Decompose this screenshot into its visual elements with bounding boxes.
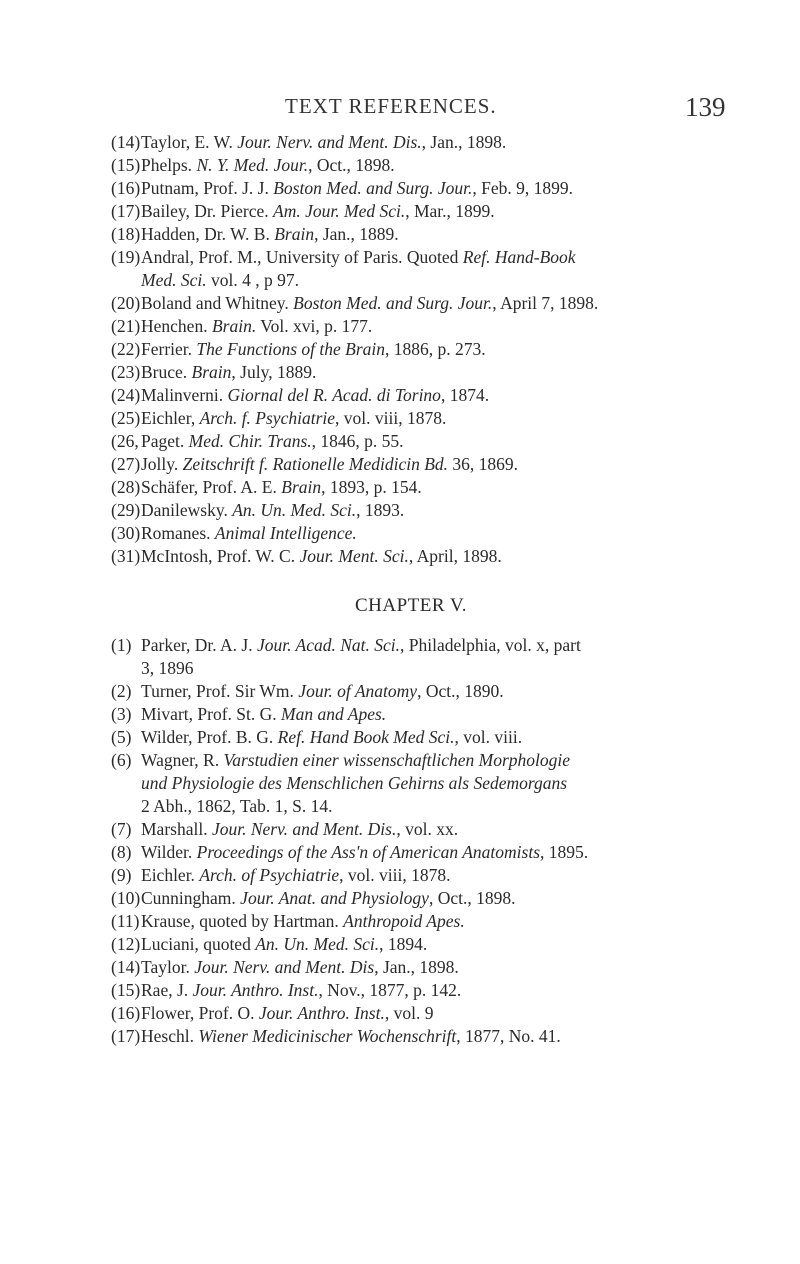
plain-text: Jolly. (141, 454, 183, 474)
reference-entry (111, 131, 771, 154)
reference-section-1 (111, 131, 771, 568)
plain-text: , Feb. 9, 1899. (472, 178, 573, 198)
reference-line (141, 499, 771, 522)
plain-text: Henchen. (141, 316, 212, 336)
plain-text: Phelps. (141, 155, 197, 175)
reference-entry (111, 200, 771, 223)
reference-line (141, 338, 771, 361)
plain-text: Parker, Dr. A. J. (141, 635, 257, 655)
plain-text: , April 7, 1898. (492, 293, 599, 313)
italic-title: Jour. Anthro. Inst. (258, 1003, 385, 1023)
italic-title: Giornal del R. Acad. di Torino (227, 385, 441, 405)
italic-title: Varstudien einer wissenschaftlichen Morphologie (223, 750, 571, 770)
reference-list (111, 131, 771, 1048)
plain-text: , July, 1889. (231, 362, 317, 382)
reference-number: (5) (111, 727, 132, 747)
italic-title: Jour. Anat. and Physiology (240, 888, 429, 908)
reference-line (141, 979, 771, 1002)
plain-text: , Oct., 1898. (308, 155, 395, 175)
reference-entry (111, 476, 771, 499)
italic-title: Arch. of Psychiatrie (199, 865, 340, 885)
italic-title: Wiener Medicinischer Wochenschrift (198, 1026, 457, 1046)
plain-text: vol. 4 , p 97. (206, 270, 299, 290)
italic-title: Jour. Nerv. and Ment. Dis. (211, 819, 397, 839)
italic-title: Ref. Hand-Book (462, 247, 576, 267)
plain-text: Eichler. (141, 865, 200, 885)
reference-number: (6) (111, 750, 132, 770)
italic-title: Med. Chir. Trans. (188, 431, 312, 451)
reference-line (141, 430, 771, 453)
reference-line (141, 910, 771, 933)
reference-line (141, 933, 771, 956)
reference-number: (17) (111, 201, 141, 221)
plain-text: Taylor, E. W. (141, 132, 238, 152)
italic-title: Am. Jour. Med Sci. (273, 201, 406, 221)
reference-line (141, 177, 771, 200)
reference-number: (31) (111, 546, 141, 566)
reference-entry (111, 315, 771, 338)
plain-text: , Oct., 1890. (417, 681, 504, 701)
italic-title: Man and Apes. (281, 704, 387, 724)
reference-line (141, 361, 771, 384)
reference-number: (16) (111, 1003, 141, 1023)
reference-entry (111, 384, 771, 407)
plain-text: Schäfer, Prof. A. E. (141, 477, 282, 497)
italic-title: Brain (191, 362, 232, 382)
italic-title: N. Y. Med. Jour. (196, 155, 309, 175)
italic-title: Brain. (211, 316, 257, 336)
reference-text (141, 749, 771, 818)
italic-title: An. Un. Med. Sci. (255, 934, 380, 954)
reference-line (141, 522, 771, 545)
reference-entry (111, 430, 771, 453)
plain-text: , April, 1898. (408, 546, 502, 566)
reference-entry (111, 338, 771, 361)
reference-text (141, 246, 771, 292)
plain-text: , Jan., 1889. (314, 224, 399, 244)
reference-entry (111, 499, 771, 522)
reference-line (141, 841, 771, 864)
plain-text: Bruce. (141, 362, 192, 382)
plain-text: , 1895. (540, 842, 589, 862)
reference-entry (111, 979, 771, 1002)
plain-text: , vol. viii, 1878. (339, 865, 451, 885)
reference-line (141, 292, 771, 315)
plain-text: Danilewsky. (141, 500, 233, 520)
plain-text: Bailey, Dr. Pierce. (141, 201, 274, 221)
reference-entry (111, 177, 771, 200)
plain-text: , Jan., 1898. (374, 957, 459, 977)
reference-entry (111, 864, 771, 887)
plain-text: Boland and Whitney. (141, 293, 294, 313)
plain-text: , Oct., 1898. (428, 888, 516, 908)
italic-title: Jour. Nerv. and Ment. Dis. (237, 132, 422, 152)
plain-text: , 1877, No. 41. (456, 1026, 561, 1046)
reference-line (141, 545, 771, 568)
plain-text: Luciani, quoted (141, 934, 256, 954)
reference-entry (111, 1025, 771, 1048)
reference-text (141, 956, 771, 979)
reference-line (141, 246, 771, 269)
plain-text: , 1874. (440, 385, 490, 405)
plain-text: 36, 1869. (448, 454, 519, 474)
reference-text (141, 703, 771, 726)
reference-number: (21) (111, 316, 141, 336)
reference-text (141, 910, 771, 933)
reference-entry (111, 1002, 771, 1025)
reference-line (141, 864, 771, 887)
reference-text (141, 726, 771, 749)
reference-section-2 (111, 634, 771, 1048)
reference-entry (111, 841, 771, 864)
plain-text: , vol. 9 (384, 1003, 434, 1023)
plain-text: McIntosh, Prof. W. C. (141, 546, 300, 566)
plain-text: , vol. viii, 1878. (335, 408, 447, 428)
plain-text: Hadden, Dr. W. B. (141, 224, 275, 244)
italic-title: Jour. Acad. Nat. Sci. (256, 635, 401, 655)
reference-line (141, 818, 771, 841)
reference-line (141, 315, 771, 338)
reference-line (141, 1025, 771, 1048)
plain-text: , 1846, p. 55. (311, 431, 404, 451)
reference-line (141, 1002, 771, 1025)
reference-text (141, 223, 771, 246)
reference-text (141, 841, 771, 864)
reference-text (141, 407, 771, 430)
plain-text: Rae, J. (141, 980, 193, 1000)
reference-entry (111, 703, 771, 726)
reference-entry (111, 407, 771, 430)
reference-line (141, 384, 771, 407)
reference-text (141, 933, 771, 956)
italic-title: Boston Med. and Surg. Jour. (293, 293, 493, 313)
reference-line (141, 476, 771, 499)
plain-text: Heschl. (141, 1026, 199, 1046)
reference-entry (111, 223, 771, 246)
reference-line (141, 223, 771, 246)
reference-number: (23) (111, 362, 141, 382)
plain-text: , 1894. (379, 934, 428, 954)
reference-number: (14) (111, 132, 141, 152)
plain-text: Marshall. (141, 819, 212, 839)
italic-title: Jour. of Anatomy (298, 681, 418, 701)
reference-number: (15) (111, 155, 141, 175)
reference-entry (111, 818, 771, 841)
reference-line (141, 154, 771, 177)
reference-number: (19) (111, 247, 141, 267)
reference-line (141, 453, 771, 476)
reference-number: (26, (111, 431, 139, 451)
italic-title: An. Un. Med. Sci. (232, 500, 357, 520)
reference-entry (111, 246, 771, 292)
reference-number: (17) (111, 1026, 141, 1046)
plain-text: Wagner, R. (141, 750, 224, 770)
reference-text (141, 499, 771, 522)
reference-text (141, 177, 771, 200)
reference-number: (27) (111, 454, 141, 474)
plain-text: Putnam, Prof. J. J. (141, 178, 274, 198)
reference-text (141, 292, 771, 315)
plain-text: , 1893, p. 154. (321, 477, 422, 497)
reference-number: (24) (111, 385, 141, 405)
reference-entry (111, 749, 771, 818)
reference-line (141, 200, 771, 223)
chapter-heading: CHAPTER V. (355, 595, 467, 616)
reference-number: (9) (111, 865, 132, 885)
plain-text: , Nov., 1877, p. 142. (318, 980, 462, 1000)
plain-text: Eichler, (141, 408, 200, 428)
plain-text: Andral, Prof. M., University of Paris. Quoted (141, 247, 463, 267)
italic-title: Proceedings of the Ass'n of American Anatomists (196, 842, 541, 862)
reference-line (141, 887, 771, 910)
reference-line (141, 703, 771, 726)
italic-title: und Physiologie des Menschlichen Gehirns als Sedemorgans (141, 773, 568, 793)
reference-text (141, 430, 771, 453)
reference-text (141, 384, 771, 407)
reference-entry (111, 545, 771, 568)
plain-text: Wilder. (141, 842, 197, 862)
reference-line (141, 956, 771, 979)
reference-number: (2) (111, 681, 132, 701)
reference-number: (14) (111, 957, 141, 977)
reference-number: (7) (111, 819, 132, 839)
reference-number: (29) (111, 500, 141, 520)
reference-number: (18) (111, 224, 141, 244)
reference-text (141, 476, 771, 499)
reference-number: (10) (111, 888, 141, 908)
reference-number: (30) (111, 523, 141, 543)
plain-text: Wilder, Prof. B. G. (141, 727, 278, 747)
reference-entry (111, 726, 771, 749)
reference-entry (111, 361, 771, 384)
reference-entry (111, 154, 771, 177)
reference-text (141, 1025, 771, 1048)
reference-number: (25) (111, 408, 141, 428)
italic-title: Jour. Anthro. Inst. (192, 980, 319, 1000)
running-head: TEXT REFERENCES. (285, 94, 497, 118)
reference-number: (20) (111, 293, 141, 313)
reference-text (141, 361, 771, 384)
plain-text: Mivart, Prof. St. G. (141, 704, 281, 724)
italic-title: Jour. Ment. Sci. (299, 546, 409, 566)
reference-continuation-line (141, 657, 771, 680)
reference-text (141, 154, 771, 177)
plain-text: Flower, Prof. O. (141, 1003, 259, 1023)
plain-text: Taylor. (141, 957, 195, 977)
reference-text (141, 315, 771, 338)
reference-line (141, 407, 771, 430)
italic-title: Boston Med. and Surg. Jour. (273, 178, 473, 198)
reference-text (141, 864, 771, 887)
italic-title: Animal Intelligence. (214, 523, 357, 543)
reference-line (141, 726, 771, 749)
reference-entry (111, 956, 771, 979)
reference-continuation-line (141, 795, 771, 818)
italic-title: Brain (281, 477, 322, 497)
reference-number: (12) (111, 934, 141, 954)
reference-text (141, 887, 771, 910)
page-number: 139 (685, 92, 726, 122)
italic-title: Ref. Hand Book Med Sci. (277, 727, 455, 747)
plain-text: Paget. (141, 431, 189, 451)
reference-line (141, 634, 771, 657)
plain-text: Turner, Prof. Sir Wm. (141, 681, 299, 701)
reference-number: (3) (111, 704, 132, 724)
reference-entry (111, 910, 771, 933)
italic-title: Jour. Nerv. and Ment. Dis (194, 957, 375, 977)
reference-text (141, 818, 771, 841)
plain-text: , vol. xx. (396, 819, 459, 839)
reference-continuation-line (141, 269, 771, 292)
reference-text (141, 522, 771, 545)
reference-number: (1) (111, 635, 132, 655)
reference-text (141, 545, 771, 568)
reference-line (141, 131, 771, 154)
reference-text (141, 131, 771, 154)
reference-entry (111, 634, 771, 680)
reference-entry (111, 933, 771, 956)
plain-text: , Philadelphia, vol. x, part (400, 635, 581, 655)
plain-text: Ferrier. (141, 339, 197, 359)
plain-text: Vol. xvi, p. 177. (256, 316, 373, 336)
plain-text: 3, 1896 (141, 658, 194, 678)
reference-line (141, 680, 771, 703)
italic-title: Med. Sci. (141, 270, 207, 290)
plain-text: 2 Abh., 1862, Tab. 1, S. 14. (141, 796, 333, 816)
reference-number: (8) (111, 842, 132, 862)
reference-text (141, 680, 771, 703)
reference-entry (111, 522, 771, 545)
plain-text: Krause, quoted by Hartman. (141, 911, 344, 931)
reference-entry (111, 292, 771, 315)
reference-text (141, 634, 771, 680)
plain-text: Malinverni. (141, 385, 228, 405)
reference-entry (111, 887, 771, 910)
reference-text (141, 453, 771, 476)
reference-number: (28) (111, 477, 141, 497)
plain-text: , 1886, p. 273. (385, 339, 486, 359)
plain-text: Cunningham. (141, 888, 241, 908)
reference-number: (22) (111, 339, 141, 359)
plain-text: , Mar., 1899. (405, 201, 495, 221)
reference-text (141, 338, 771, 361)
italic-title: Arch. f. Psychiatrie (199, 408, 336, 428)
italic-title: Brain (274, 224, 315, 244)
reference-entry (111, 680, 771, 703)
plain-text: Romanes. (141, 523, 215, 543)
italic-title: Zeitschrift f. Rationelle Medidicin Bd. (182, 454, 449, 474)
italic-title: Anthropoid Apes. (343, 911, 465, 931)
plain-text: , Jan., 1898. (421, 132, 507, 152)
reference-number: (15) (111, 980, 141, 1000)
italic-title: The Functions of the Brain (196, 339, 386, 359)
reference-continuation-line (141, 772, 771, 795)
reference-line (141, 749, 771, 772)
reference-entry (111, 453, 771, 476)
plain-text: , 1893. (356, 500, 405, 520)
reference-number: (16) (111, 178, 141, 198)
reference-number: (11) (111, 911, 140, 931)
reference-text (141, 1002, 771, 1025)
reference-text (141, 979, 771, 1002)
reference-text (141, 200, 771, 223)
plain-text: , vol. viii. (454, 727, 523, 747)
